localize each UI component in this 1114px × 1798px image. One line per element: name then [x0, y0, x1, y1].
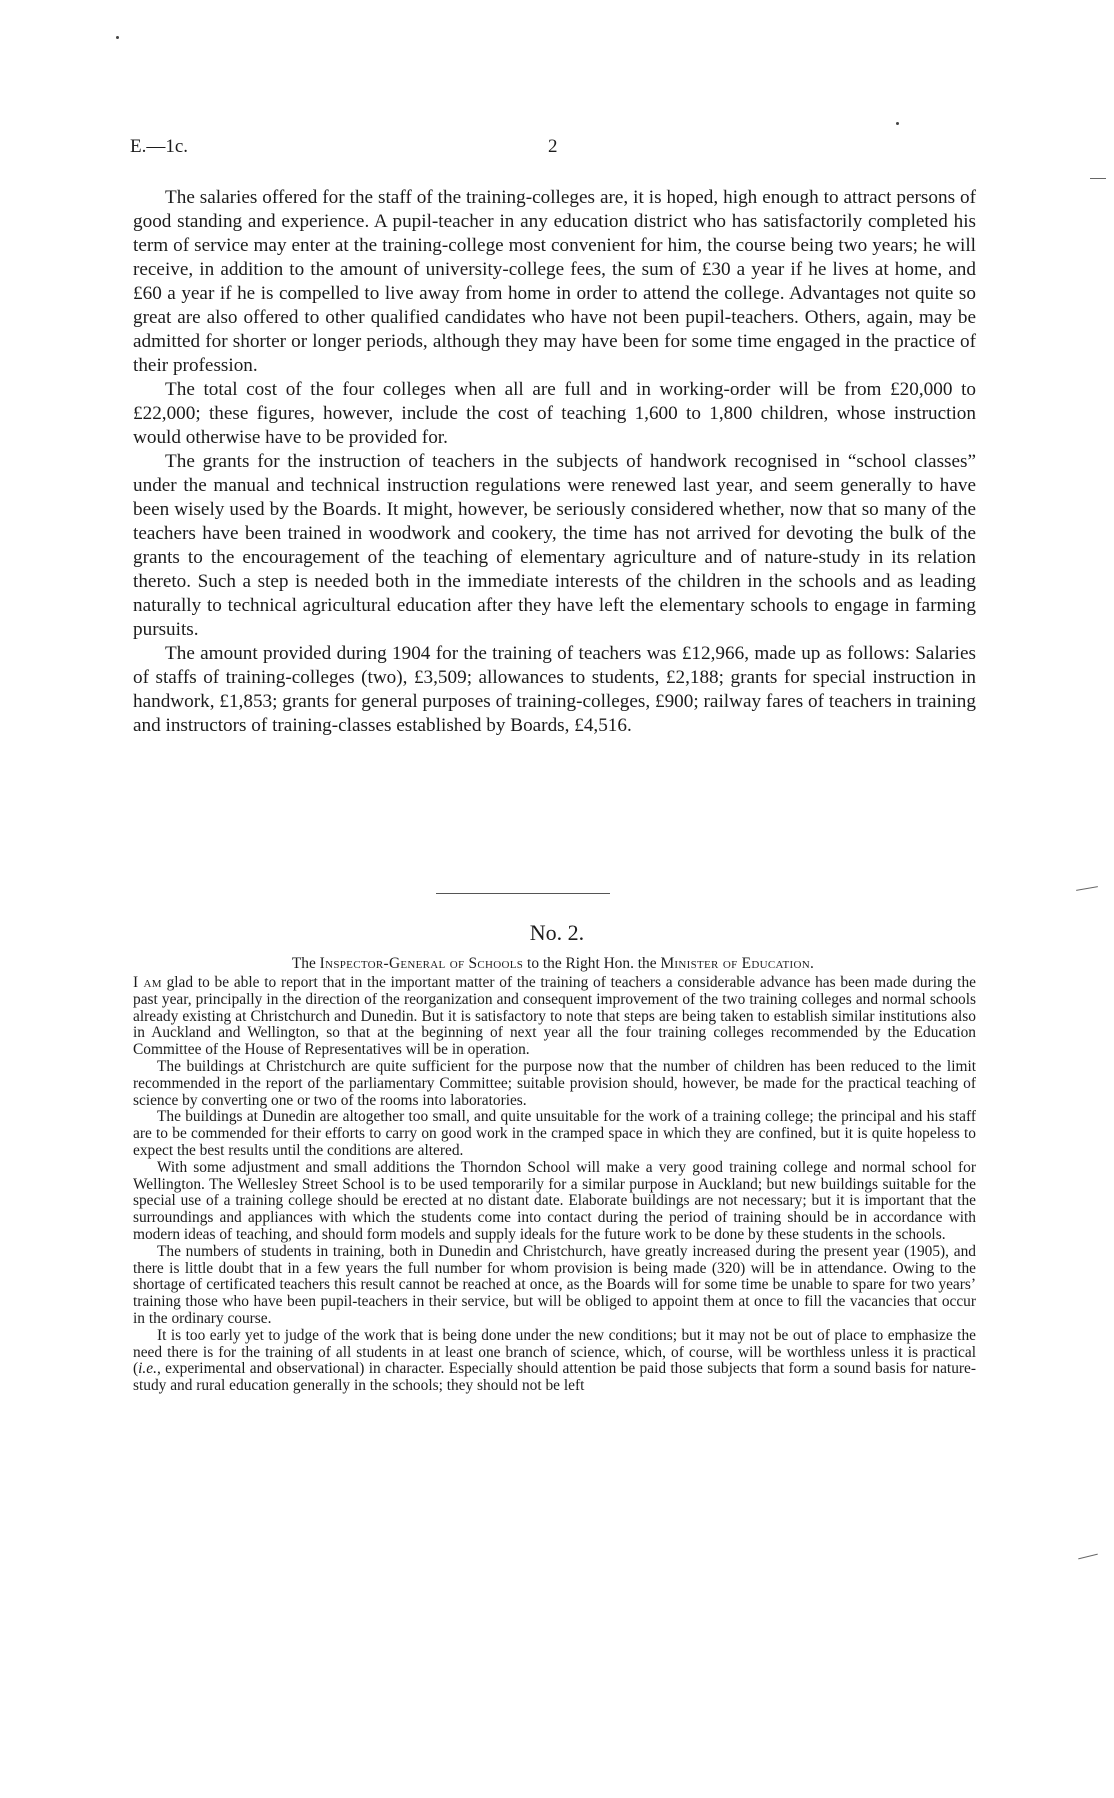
- report-paragraph-wellington: With some adjustment and small additions the Thorndon School will make a very good training college and normal school for Wellington. The Wellesley Street School is to be used temporarily for a similar purpose in Auckland; but new buildings suitable for the special use of a training college should be erected at no distant date. Elaborate buildings are not necessary; but it is important that the surroundings and appliances with which the students come into contact during the period of training should be in accordance with modern ideas of teaching, and should form models and supply ideals for the future work to be done by these students in the schools.: [133, 1158, 976, 1243]
- scan-mark: [1078, 1554, 1098, 1560]
- opening-words: I am: [133, 974, 162, 991]
- section-divider: [436, 893, 610, 894]
- paragraph-handwork-grants: The grants for the instruction of teachers in the subjects of handwork recognised in “school classes” under the manual and technical instruction regulations were renewed last year, and seem generally to have been wisely used by the Boards. It might, however, be seriously considered whether, now that so many of the teachers have been trained in woodwork and cookery, the time has not arrived for devoting the bulk of the grants to the encouragement of the teaching of elementary agriculture and of nature-study in its relation thereto. Such a step is needed both in the immediate interests of the children in the schools and as leading naturally to technical agricultural education after they have left the elementary schools to engage in farming pursuits.: [133, 451, 976, 640]
- page-number: 2: [548, 136, 558, 157]
- heading-to-words: to the Right Hon. the: [527, 955, 657, 972]
- opening-text: glad to be able to report that in the important matter of the training of teachers a considerable advance has been made during the past year, principally in the direction of the reorganization and consequent improvement of the two training colleges and normal schools already existing at Christchurch and Dunedin. But it is satisfactory to note that steps are being taken to establish similar institutions also in Auckland and Wellington, so that at the beginning of next year all the four training colleges recommended by the Education Committee of the House of Representatives will be in operation.: [133, 974, 976, 1059]
- scan-speck: [116, 36, 119, 39]
- heading-to: Minister of Education.: [660, 955, 815, 972]
- paragraph-total-cost: The total cost of the four colleges when all are full and in working-order will be from £20,000 to £22,000; these figures, however, include the cost of teaching 1,600 to 1,800 children, whose instruction would otherwise have to be provided for.: [133, 379, 976, 448]
- report-heading: [130, 955, 976, 973]
- document-reference: E.—1c.: [130, 136, 189, 157]
- page-header: [130, 136, 976, 162]
- report-paragraph-student-numbers: The numbers of students in training, both in Dunedin and Christchurch, have greatly increased during the present year (1905), and there is little doubt that in a few years the full number for whom provision is being made (320) will be in attendance. Owing to the shortage of certificated teachers this result cannot be reached at once, as the Boards will for some time be unable to spare for two years’ training those who have been pupil-teachers in their service, but will be obliged to appoint them at once to fill the vacancies that occur in the ordinary course.: [133, 1242, 976, 1327]
- scan-mark: [1076, 886, 1098, 891]
- report-paragraph-science: [133, 1328, 976, 1395]
- science-italic: i.e.: [138, 1360, 157, 1378]
- scan-speck: [896, 122, 899, 125]
- paragraph-amount-provided: The amount provided during 1904 for the training of teachers was £12,966, made up as follows: Salaries of staffs of training-colleges (two), £3,509; allowances to students, £2,188; grants for special instruction in handwork, £1,853; grants for general purposes of training-colleges, £900; railway fares of teachers in training and instructors of training-classes established by Boards, £4,516.: [133, 643, 976, 736]
- scan-mark: [1090, 178, 1106, 179]
- science-text-a: It is too early yet to judge of the work that is being done under the new conditions; but it may not be out of place to emphasize the need there is for the training of all students in at least one branch of science, which, of course, will be worthless unless it is practical (: [133, 1326, 976, 1378]
- section-training-costs: [133, 186, 976, 738]
- report-paragraph-dunedin: The buildings at Dunedin are altogether too small, and quite unsuitable for the work of a training college; the principal and his staff are to be commended for their efforts to carry on good work in the cramped space in which they are confined, but it is quite hopeless to expect the best results until the conditions are altered.: [133, 1108, 976, 1159]
- report-body: [133, 975, 976, 1395]
- heading-the: The: [291, 955, 316, 972]
- report-paragraph-opening: [133, 975, 976, 1059]
- paragraph-salaries: The salaries offered for the staff of the training-colleges are, it is hoped, high enough to attract persons of good standing and experience. A pupil-teacher in any education district who has satisfactorily completed his term of service may enter at the training-college most convenient for him, the course being two years; he will receive, in addition to the amount of university-college fees, the sum of £30 a year if he lives at home, and £60 a year if he is compelled to live away from home in order to attend the college. Advantages not quite so great are also offered to other qualified candidates who have not been pupil-teachers. Others, again, may be admitted for shorter or longer periods, although they may have been for some time engaged in the practice of their profession.: [133, 187, 976, 376]
- report-paragraph-christchurch: The buildings at Christchurch are quite sufficient for the purpose now that the number of children has been reduced to the limit recommended in the report of the parliamentary Committee; suitable provision should, however, be made for the practical teaching of science by converting one or two of the rooms into laboratories.: [133, 1057, 976, 1109]
- report-number: No. 2.: [529, 920, 585, 945]
- heading-from: Inspector-General of Schools: [319, 955, 524, 972]
- science-text-b: , experimental and observational) in character. Especially should attention be paid those subjects that form a sound basis for nature-study and rural education generally in the schools; they should not be left: [133, 1360, 976, 1395]
